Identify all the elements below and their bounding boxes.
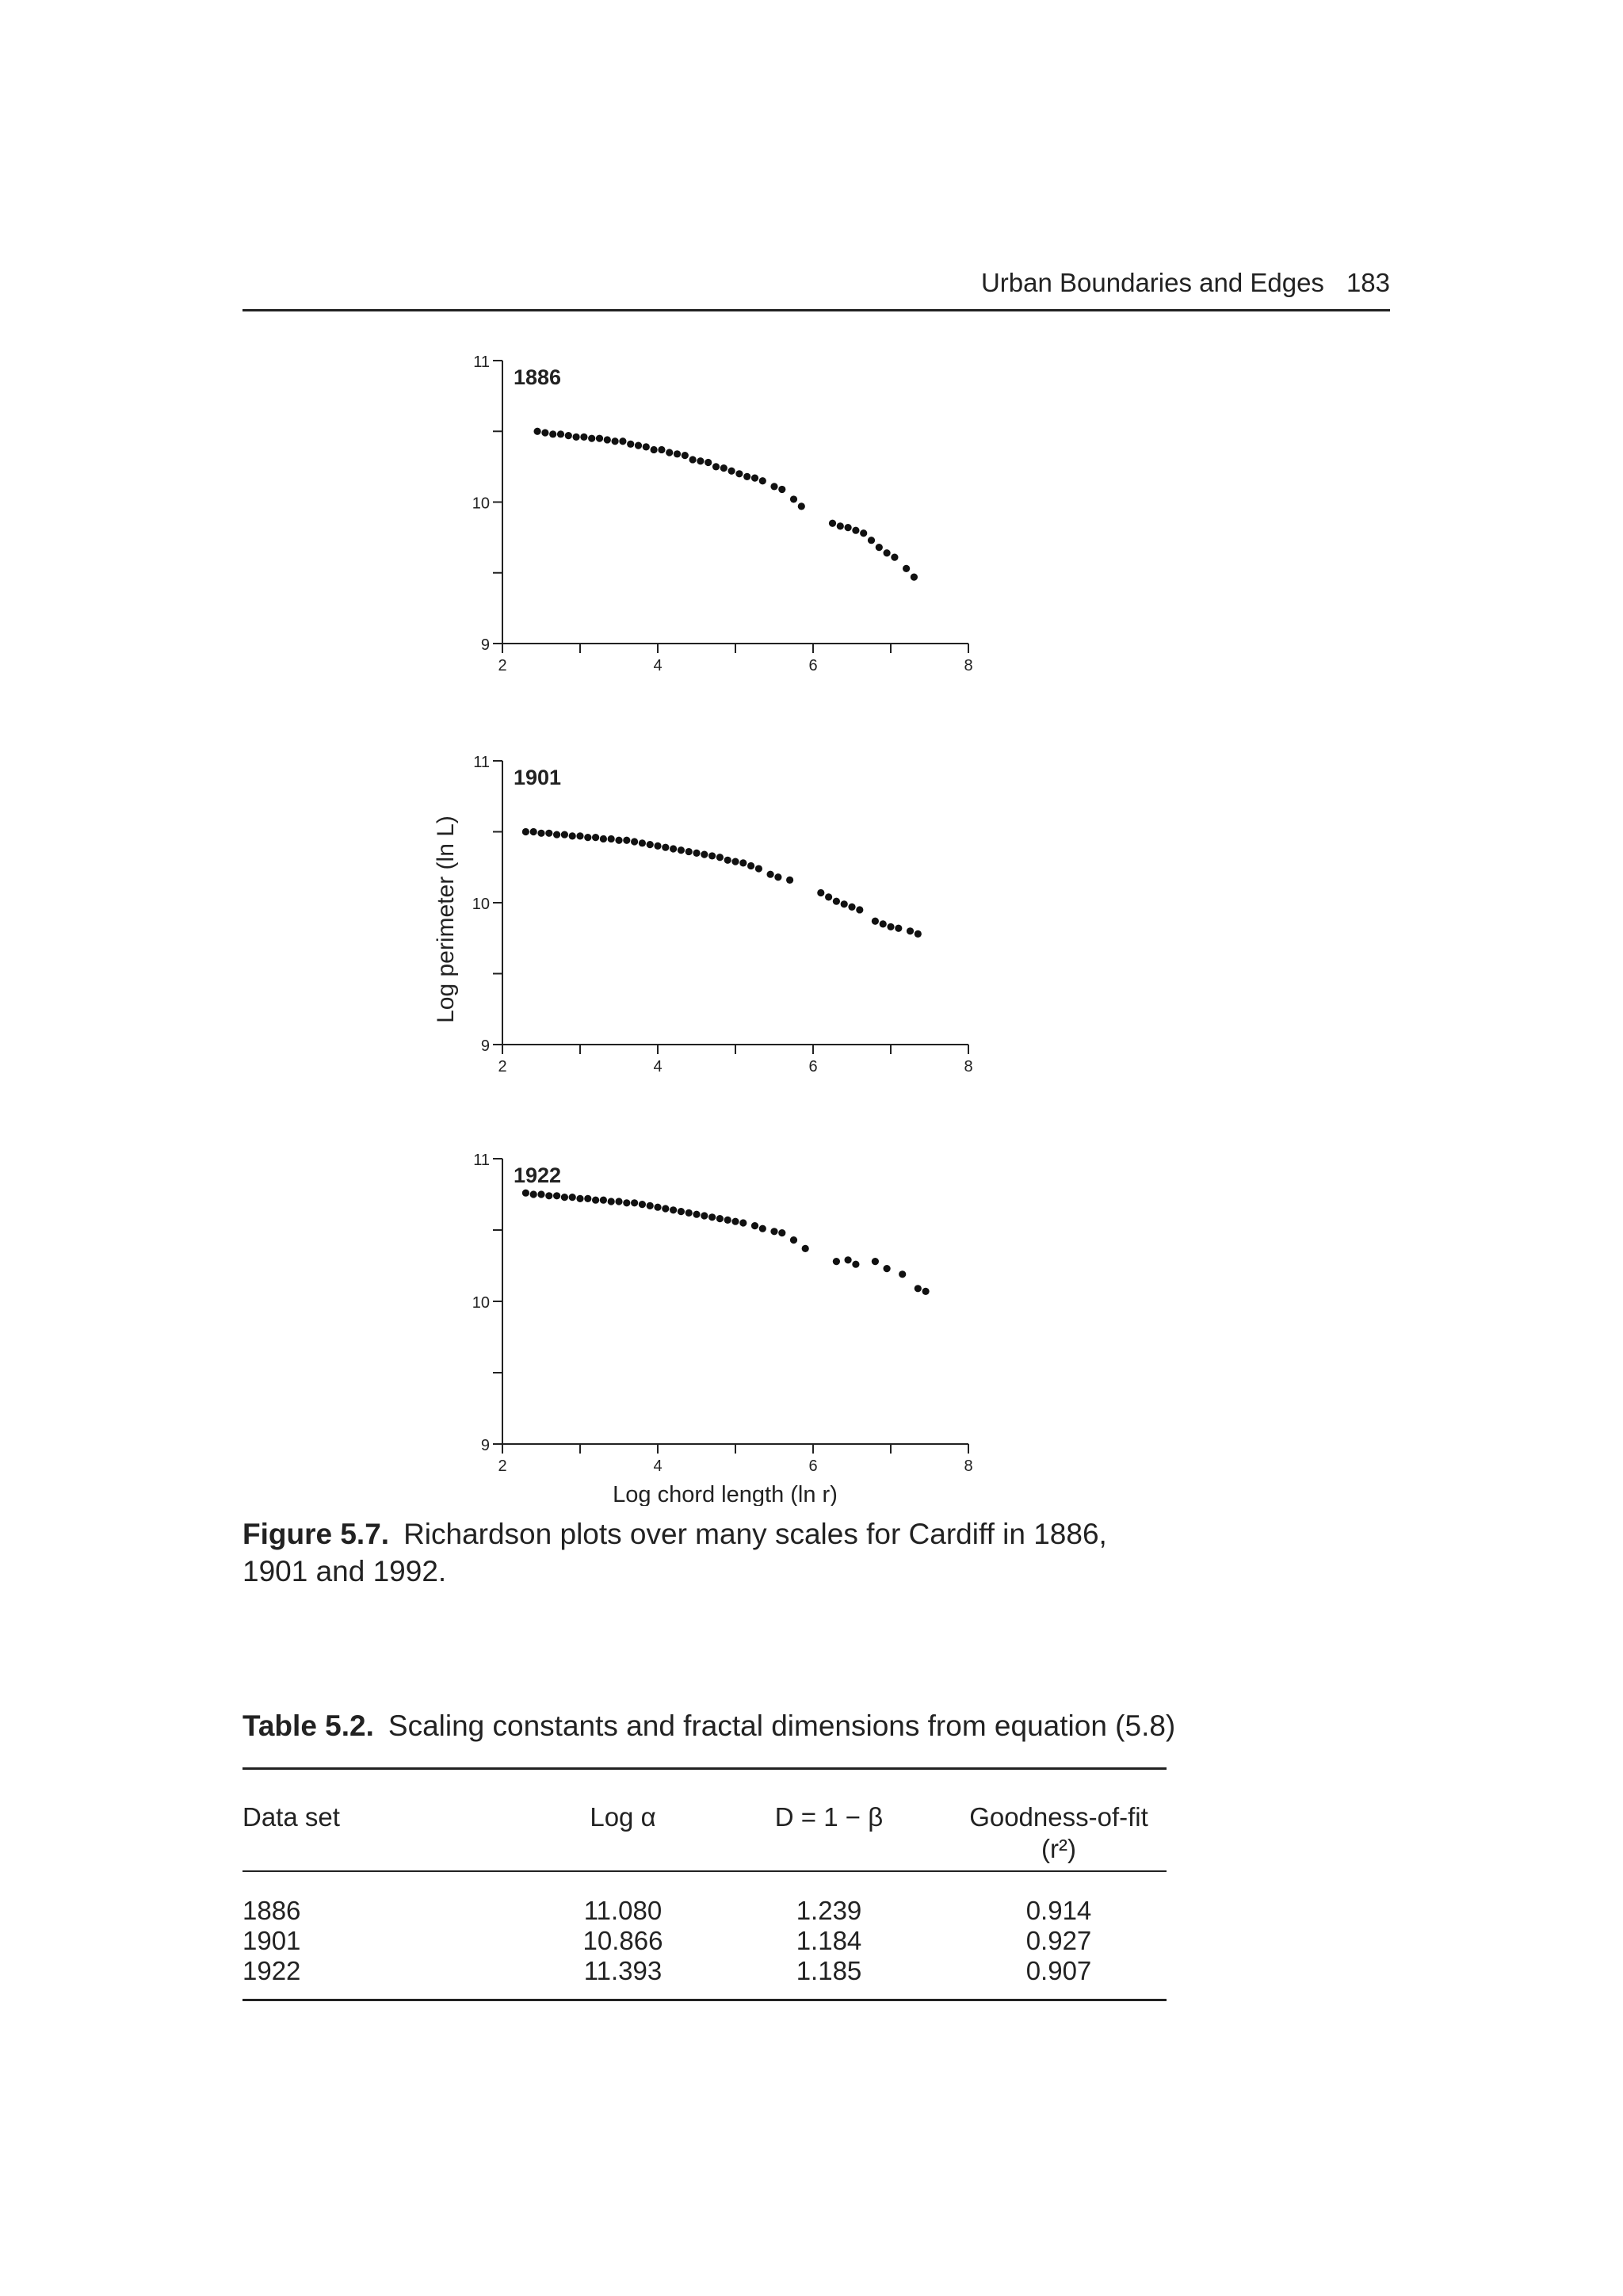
x-tick-label: 8 bbox=[964, 657, 973, 674]
data-point bbox=[619, 437, 626, 445]
data-point bbox=[731, 1218, 739, 1225]
data-point bbox=[654, 842, 661, 850]
data-point bbox=[662, 844, 669, 851]
x-tick-label: 4 bbox=[653, 1058, 663, 1075]
data-point bbox=[682, 452, 689, 459]
data-point bbox=[545, 830, 552, 837]
data-point bbox=[903, 565, 910, 572]
cell-log-alpha: 10.866 bbox=[582, 1926, 663, 1955]
data-point bbox=[724, 857, 731, 864]
data-point bbox=[759, 477, 766, 484]
header-r-squared: (r²) bbox=[1041, 1834, 1076, 1863]
data-point bbox=[829, 520, 836, 527]
data-point bbox=[720, 464, 727, 472]
data-point bbox=[573, 434, 580, 441]
data-point bbox=[631, 838, 638, 845]
data-point bbox=[716, 854, 724, 861]
x-tick-label: 4 bbox=[653, 1457, 663, 1475]
data-point bbox=[876, 544, 883, 551]
table-title bbox=[242, 1710, 1193, 1743]
data-point bbox=[884, 1265, 891, 1272]
data-point bbox=[557, 430, 564, 437]
data-point bbox=[778, 1229, 785, 1236]
panel-title: 1886 bbox=[514, 365, 562, 389]
data-point bbox=[845, 524, 852, 531]
data-point bbox=[569, 832, 576, 839]
data-point bbox=[584, 834, 591, 841]
data-point bbox=[841, 900, 848, 907]
data-point bbox=[833, 1258, 840, 1265]
data-point bbox=[596, 435, 603, 442]
data-point bbox=[627, 441, 634, 448]
data-point bbox=[674, 450, 681, 457]
table-title-lead: Table 5.2. bbox=[242, 1710, 374, 1742]
data-point bbox=[895, 925, 902, 932]
x-tick-label: 6 bbox=[808, 1058, 818, 1075]
data-point bbox=[623, 837, 630, 844]
data-point bbox=[600, 1197, 607, 1204]
data-point bbox=[728, 468, 735, 475]
data-point bbox=[790, 1236, 797, 1244]
data-point bbox=[884, 549, 891, 556]
data-point bbox=[639, 1201, 646, 1208]
data-point bbox=[670, 845, 677, 852]
data-point bbox=[825, 893, 832, 900]
data-point bbox=[615, 1198, 622, 1205]
x-tick-label: 4 bbox=[653, 657, 663, 674]
cell-data-set: 1901 bbox=[242, 1926, 301, 1955]
data-point bbox=[837, 522, 844, 529]
x-tick-label: 8 bbox=[964, 1457, 973, 1475]
data-point bbox=[693, 1211, 700, 1218]
data-point bbox=[612, 437, 619, 445]
cell-data-set: 1886 bbox=[242, 1896, 301, 1925]
data-point bbox=[701, 851, 708, 858]
data-point bbox=[522, 828, 529, 835]
data-point bbox=[576, 832, 583, 839]
cell-fit: 0.927 bbox=[1025, 1926, 1092, 1955]
x-tick-label: 2 bbox=[498, 1457, 507, 1475]
table-bottom-rule bbox=[242, 1999, 1167, 2001]
cell-d: 1.184 bbox=[796, 1926, 862, 1955]
data-point bbox=[705, 459, 712, 466]
data-point bbox=[798, 502, 805, 510]
data-point bbox=[604, 436, 611, 443]
cell-d: 1.185 bbox=[796, 1956, 862, 1985]
data-point bbox=[697, 457, 704, 464]
data-point bbox=[530, 828, 537, 835]
data-point bbox=[907, 927, 914, 934]
data-point bbox=[872, 918, 879, 925]
data-point bbox=[817, 889, 824, 896]
data-point bbox=[739, 859, 747, 866]
data-point bbox=[608, 1198, 615, 1205]
data-point bbox=[852, 527, 859, 534]
data-point bbox=[767, 871, 774, 878]
data-point bbox=[770, 1228, 777, 1235]
data-point bbox=[576, 1195, 583, 1202]
data-point bbox=[643, 443, 650, 450]
x-tick-label: 6 bbox=[808, 1457, 818, 1475]
data-point bbox=[580, 434, 587, 441]
page-number: 183 bbox=[1346, 268, 1390, 297]
data-point bbox=[751, 475, 758, 482]
data-point bbox=[868, 537, 875, 544]
y-tick-label: 9 bbox=[480, 1437, 490, 1454]
cell-log-alpha: 11.393 bbox=[583, 1956, 663, 1985]
data-point bbox=[685, 1209, 693, 1217]
data-point bbox=[848, 904, 855, 911]
data-point bbox=[759, 1225, 766, 1232]
data-point bbox=[716, 1215, 724, 1222]
data-point bbox=[545, 1192, 552, 1199]
data-point bbox=[911, 574, 918, 581]
data-point bbox=[887, 923, 894, 930]
y-axis-label: Log perimeter (ln L) bbox=[433, 816, 459, 1023]
cell-d: 1.239 bbox=[796, 1896, 862, 1925]
data-point bbox=[786, 877, 793, 884]
table-row bbox=[242, 1926, 1167, 1958]
panel-title: 1901 bbox=[514, 766, 562, 789]
x-axis-label: Log chord length (ln r) bbox=[613, 1482, 838, 1506]
data-point bbox=[592, 1197, 599, 1204]
data-point bbox=[666, 449, 673, 456]
data-point bbox=[899, 1270, 906, 1278]
table-header-rule bbox=[242, 1870, 1167, 1872]
data-point bbox=[708, 852, 716, 859]
data-point bbox=[743, 473, 750, 480]
data-point bbox=[549, 430, 556, 437]
table-row bbox=[242, 1896, 1167, 1927]
table-title-text: Scaling constants and fractal dimensions from equation (5.8) bbox=[388, 1710, 1176, 1742]
data-point bbox=[712, 463, 720, 470]
data-point bbox=[915, 1285, 922, 1292]
x-tick-label: 2 bbox=[498, 657, 507, 674]
data-point bbox=[872, 1258, 879, 1265]
data-point bbox=[731, 858, 739, 865]
figure-caption-text: Richardson plots over many scales for Cardiff in 1886, 1901 and 1992. bbox=[242, 1518, 1107, 1587]
data-point bbox=[678, 1208, 685, 1215]
y-tick-label: 10 bbox=[472, 896, 490, 913]
cell-log-alpha: 11.080 bbox=[583, 1896, 663, 1925]
header-goodness-of-fit: Goodness-of-fit bbox=[969, 1802, 1148, 1832]
data-point bbox=[880, 920, 887, 927]
y-tick-label: 9 bbox=[480, 636, 490, 654]
x-tick-label: 2 bbox=[498, 1058, 507, 1075]
data-point bbox=[685, 848, 693, 855]
x-tick-label: 8 bbox=[964, 1058, 973, 1075]
data-point bbox=[588, 435, 595, 442]
data-point bbox=[654, 1204, 661, 1211]
data-point bbox=[651, 446, 658, 453]
data-point bbox=[770, 483, 777, 490]
data-point bbox=[774, 873, 781, 881]
running-head-title: Urban Boundaries and Edges bbox=[980, 268, 1324, 297]
data-point bbox=[856, 906, 863, 913]
data-point bbox=[553, 831, 560, 838]
data-point bbox=[584, 1195, 591, 1202]
data-point bbox=[569, 1194, 576, 1201]
y-tick-label: 11 bbox=[473, 1152, 490, 1169]
data-point bbox=[852, 1261, 859, 1268]
cell-fit: 0.907 bbox=[1025, 1956, 1092, 1985]
data-point bbox=[701, 1212, 708, 1219]
data-point bbox=[608, 835, 615, 842]
data-point bbox=[565, 432, 572, 439]
data-point bbox=[561, 1194, 568, 1201]
data-point bbox=[537, 830, 544, 837]
data-point bbox=[922, 1288, 930, 1295]
data-point bbox=[522, 1190, 529, 1197]
cell-data-set: 1922 bbox=[242, 1956, 301, 1985]
cell-fit: 0.914 bbox=[1025, 1896, 1092, 1925]
y-tick-label: 9 bbox=[480, 1037, 490, 1055]
data-point bbox=[915, 930, 922, 938]
data-point bbox=[778, 486, 785, 493]
data-point bbox=[647, 1202, 654, 1209]
data-point bbox=[662, 1205, 669, 1212]
data-point bbox=[708, 1213, 716, 1221]
data-point bbox=[693, 850, 700, 857]
figure-caption-lead: Figure 5.7. bbox=[242, 1518, 390, 1550]
data-point bbox=[537, 1190, 544, 1198]
data-point bbox=[747, 862, 754, 869]
y-tick-label: 11 bbox=[473, 353, 490, 371]
y-tick-label: 10 bbox=[472, 495, 490, 513]
data-point bbox=[639, 839, 646, 846]
data-point bbox=[658, 446, 665, 453]
data-point bbox=[631, 1199, 638, 1206]
data-point bbox=[724, 1217, 731, 1224]
data-point bbox=[670, 1206, 677, 1213]
data-point bbox=[553, 1192, 560, 1199]
data-point bbox=[751, 1222, 758, 1229]
x-tick-label: 6 bbox=[808, 657, 818, 674]
data-point bbox=[615, 837, 622, 844]
data-point bbox=[833, 898, 840, 905]
data-point bbox=[647, 841, 654, 848]
data-point bbox=[689, 456, 697, 463]
figure-caption bbox=[242, 1515, 1154, 1590]
data-point bbox=[891, 554, 898, 561]
data-point bbox=[530, 1190, 537, 1198]
data-point bbox=[561, 831, 568, 838]
data-point bbox=[739, 1219, 747, 1226]
header-d-equation: D = 1 − β bbox=[774, 1802, 884, 1832]
data-point bbox=[541, 429, 548, 436]
data-point bbox=[600, 835, 607, 842]
data-point bbox=[635, 442, 642, 449]
data-point bbox=[845, 1256, 852, 1263]
data-point bbox=[534, 428, 541, 435]
header-log-alpha: Log α bbox=[590, 1802, 656, 1832]
y-tick-label: 11 bbox=[473, 754, 490, 771]
header-data-set: Data set bbox=[242, 1802, 340, 1832]
table-top-rule bbox=[242, 1767, 1167, 1770]
data-point bbox=[755, 865, 762, 872]
data-point bbox=[735, 470, 743, 477]
y-tick-label: 10 bbox=[472, 1294, 490, 1312]
panel-title: 1922 bbox=[514, 1163, 562, 1187]
data-point bbox=[623, 1199, 630, 1206]
data-point bbox=[678, 846, 685, 854]
table-row bbox=[242, 1956, 1167, 1988]
data-point bbox=[790, 495, 797, 502]
data-point bbox=[860, 529, 867, 537]
data-point bbox=[592, 834, 599, 841]
data-point bbox=[802, 1245, 809, 1252]
